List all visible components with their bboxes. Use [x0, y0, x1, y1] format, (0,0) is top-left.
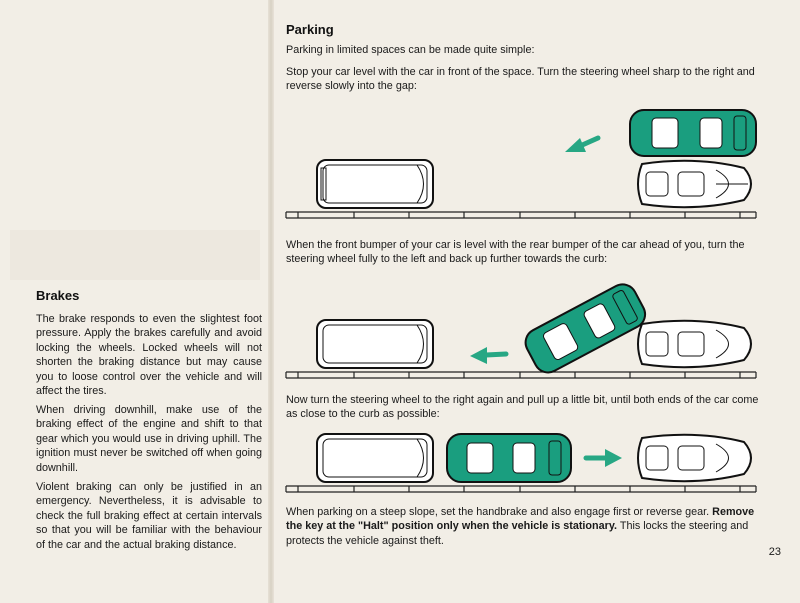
- parked-beetle-front: [638, 435, 751, 481]
- parked-van-rear: [317, 434, 433, 482]
- curb: [286, 372, 756, 378]
- parked-van-rear: [317, 320, 433, 368]
- brakes-paragraph-3: Violent braking can only be justified in an emergency. Nevertheless, it is advisable to check the full braking effect at certain intervals so that you will be familiar with the behaviour of the car and the actual braking distance.: [36, 481, 262, 551]
- moving-car-green: [630, 110, 756, 156]
- parking-heading: Parking: [286, 22, 334, 37]
- curb: [286, 486, 756, 492]
- bleed-through-smudge: [10, 230, 260, 280]
- parking-diagram-step-1: [284, 104, 760, 226]
- brakes-paragraph-1: The brake responds to even the slightest foot pressure. Apply the brakes carefully and avoid locking the wheels. Locked wheels will not shorten the braking distance but may cause you to loose control over the vehicle and will affect the tires.: [36, 313, 262, 398]
- parked-van-rear: [317, 160, 433, 208]
- brakes-paragraph-2: When driving downhill, make use of the braking effect of the engine and shift to that gear which you would use in driving uphill. The ignition must never be switched off when going downhill.: [36, 404, 262, 474]
- parking-step-2: When the front bumper of your car is level with the rear bumper of the car ahead of you, turn the steering wheel fully to the left and back up further towards the curb:: [286, 239, 745, 266]
- slope-bold-warning: Remove the key at the "Halt" position only when the vehicle is stationary.: [286, 506, 755, 533]
- arrow-reverse-left: [470, 347, 506, 364]
- parking-diagram-step-3: [284, 430, 760, 500]
- parking-diagram-step-2: [284, 280, 760, 386]
- curb: [286, 212, 756, 218]
- parking-step-3: Now turn the steering wheel to the right again and pull up a little bit, until both ends of the car come as close to the curb as possible:: [286, 394, 759, 421]
- parking-step-1: Stop your car level with the car in front of the space. Turn the steering wheel sharp to the right and reverse slowly into the gap:: [286, 66, 755, 93]
- brakes-heading: Brakes: [36, 288, 80, 303]
- parking-intro: Parking in limited spaces can be made quite simple:: [286, 44, 535, 56]
- moving-car-green-angled: [521, 280, 650, 377]
- page-number: 23: [768, 546, 781, 558]
- slope-text: When parking on a steep slope, set the handbrake and also engage first or reverse gear.: [286, 506, 710, 518]
- slope-text-end: This locks the steering and protects the vehicle against theft.: [286, 520, 749, 547]
- arrow-pull-forward-right: [586, 449, 622, 467]
- parked-beetle-front: [638, 321, 751, 367]
- arrow-reverse-left: [565, 138, 598, 152]
- parking-slope-paragraph: [286, 505, 766, 548]
- parked-beetle-front: [638, 161, 751, 207]
- page-gutter: [268, 0, 274, 603]
- moving-car-green-parked: [447, 434, 571, 482]
